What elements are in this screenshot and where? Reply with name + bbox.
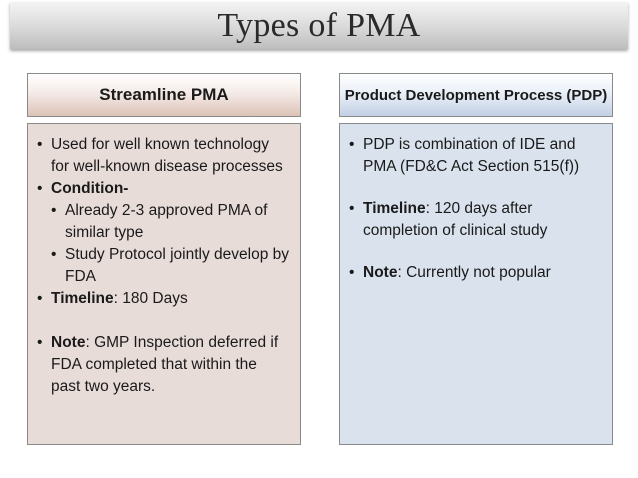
pdp-header: Product Development Process (PDP) [339, 73, 613, 117]
note-label: Note [363, 264, 398, 281]
sub-list-item: • Already 2-3 approved PMA of similar type [51, 200, 290, 244]
pdp-body [339, 123, 613, 445]
timeline-value: : 120 days after completion of clinical study [363, 200, 548, 239]
pdp-card [339, 73, 613, 445]
note-value: : Currently not popular [397, 264, 551, 281]
list-item: • Used for well known technology for well-known disease processes [37, 134, 290, 178]
list-item-timeline [37, 288, 290, 310]
streamline-pma-header: Streamline PMA [27, 73, 301, 117]
streamline-pma-card [27, 73, 301, 445]
streamline-pma-body [27, 123, 301, 445]
streamline-pma-list [37, 134, 290, 398]
list-item-condition [37, 178, 290, 200]
timeline-label: Timeline [51, 290, 114, 307]
list-item-note [37, 332, 290, 398]
pdp-list [349, 134, 602, 284]
timeline-value: : 180 Days [113, 290, 188, 307]
note-label: Note [51, 334, 86, 351]
list-item-timeline [349, 198, 602, 242]
title-banner [10, 2, 628, 49]
page-title: Types of PMA [217, 6, 421, 44]
timeline-label: Timeline [363, 200, 426, 217]
note-value: : GMP Inspection deferred if FDA completed that within the past two years. [51, 334, 279, 395]
list-item-note [349, 262, 602, 284]
condition-label: Condition- [51, 180, 129, 197]
sub-list-item: • Study Protocol jointly develop by FDA [51, 244, 290, 288]
list-item: • PDP is combination of IDE and PMA (FD&C Act Section 515(f)) [349, 134, 602, 178]
